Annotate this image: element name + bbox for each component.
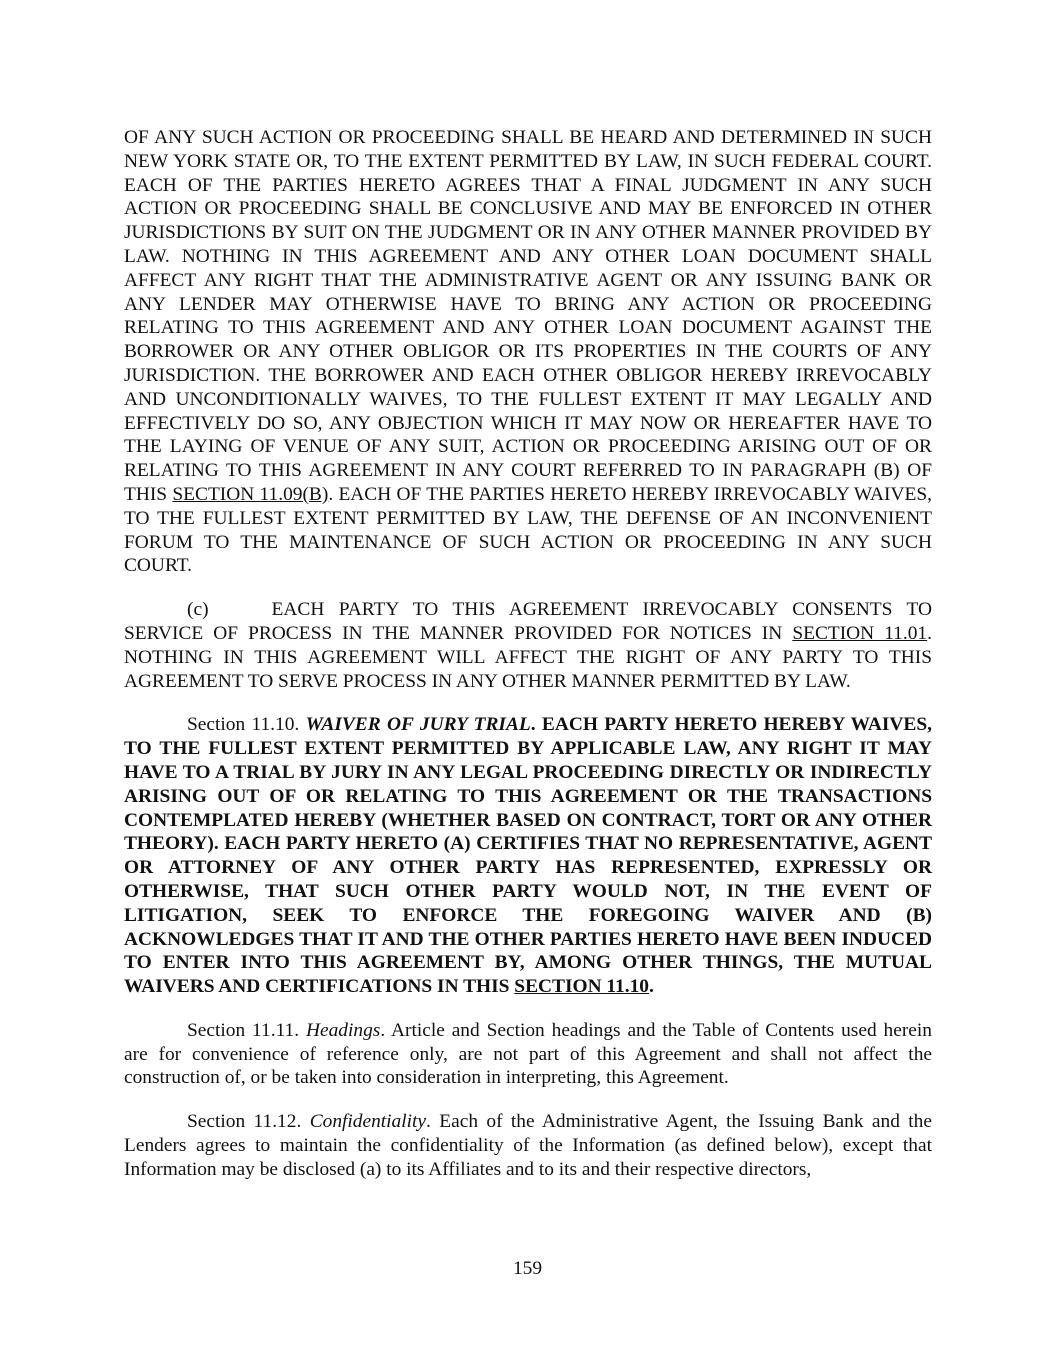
section-11-12-number: Section 11.12. [187,1111,302,1133]
page-number: 159 [512,1258,543,1279]
section-11-12-heading: Confidentiality [309,1111,427,1133]
section-11-12-text: . Each of the Administrative Agent, the Issuing Bank and the Lenders agrees to maintain the confidentiality of the Information (as defined below), except that Information may be disclosed (a) to its Affiliates and to its and their respective directors, [124,1111,932,1180]
section-11-11-heading: Headings [305,1019,381,1041]
paragraph-c [124,598,932,693]
section-11-11-number: Section 11.11. [187,1019,300,1041]
section-11-10-heading: WAIVER OF JURY TRIAL [305,714,531,736]
paragraph-c-text-2: . NOTHING IN THIS AGREEMENT WILL AFFECT THE RIGHT OF ANY PARTY TO THIS AGREEMENT TO SERVE PROCESS IN ANY OTHER MANNER PERMITTED BY LAW. [124,622,932,692]
paragraph-b-text-1: OF ANY SUCH ACTION OR PROCEEDING SHALL BE HEARD AND DETERMINED IN SUCH NEW YORK STATE OR, TO THE EXTENT PERMITTED BY LAW, IN SUCH FEDERAL COURT. EACH OF THE PARTIES HERETO AGREES THAT A FINAL JUDGMENT IN ANY SUCH ACTION OR PROCEEDING SHALL BE CONCLUSIVE AND MAY BE ENFORCED IN OTHER JURISDICTIONS BY SUIT ON THE JUDGMENT OR IN ANY OTHER MANNER PROVIDED BY LAW. NOTHING IN THIS AGREEMENT AND ANY OTHER LOAN DOCUMENT SHALL AFFECT ANY RIGHT THAT THE ADMINISTRATIVE AGENT OR ANY ISSUING BANK OR ANY LENDER MAY OTHERWISE HAVE TO BRING ANY ACTION OR PROCEEDING RELATING TO THIS AGREEMENT AND ANY OTHER LOAN DOCUMENT AGAINST THE BORROWER OR ANY OTHER OBLIGOR OR ITS PROPERTIES IN THE COURTS OF ANY JURISDICTION. THE BORROWER AND EACH OTHER OBLIGOR HEREBY IRREVOCABLY AND UNCONDITIONALLY WAIVES, TO THE FULLEST EXTENT IT MAY LEGALLY AND EFFECTIVELY DO SO, ANY OBJECTION WHICH IT MAY NOW OR HEREAFTER HAVE TO THE LAYING OF VENUE OF ANY SUIT, ACTION OR PROCEEDING ARISING OUT OF OR RELATING TO THIS AGREEMENT IN ANY COURT REFERRED TO IN PARAGRAPH (B) OF THIS [124,127,932,505]
section-11-11-text: . Article and Section headings and the Table of Contents used herein are for convenience of reference only, are not part of this Agreement and shall not affect the construction of, or be taken into consideration in interpreting, this Agreement. [124,1019,932,1089]
section-11-12 [124,1110,932,1181]
section-11-10-text-2: . [649,976,654,998]
section-11-10 [124,713,932,999]
paragraph-b-continuation [124,126,932,578]
paragraph-b-text-2: . EACH OF THE PARTIES HERETO HEREBY IRREVOCABLY WAIVES, TO THE FULLEST EXTENT PERMITTED BY LAW, THE DEFENSE OF AN INCONVENIENT FORUM TO THE MAINTENANCE OF SUCH ACTION OR PROCEEDING IN ANY SUCH COURT. [124,483,932,577]
section-11-10-text-1: . EACH PARTY HERETO HEREBY WAIVES, TO THE FULLEST EXTENT PERMITTED BY APPLICABLE LAW, ANY RIGHT IT MAY HAVE TO A TRIAL BY JURY IN ANY LEGAL PROCEEDING DIRECTLY OR INDIRECTLY ARISING OUT OF OR RELATING TO THIS AGREEMENT OR THE TRANSACTIONS CONTEMPLATED HEREBY (WHETHER BASED ON CONTRACT, TORT OR ANY OTHER THEORY). EACH PARTY HERETO (A) CERTIFIES THAT NO REPRESENTATIVE, AGENT OR ATTORNEY OF ANY OTHER PARTY HAS REPRESENTED, EXPRESSLY OR OTHERWISE, THAT SUCH OTHER PARTY WOULD NOT, IN THE EVENT OF LITIGATION, SEEK TO ENFORCE THE FOREGOING WAIVER AND (B) ACKNOWLEDGES THAT IT AND THE OTHER PARTIES HERETO HAVE BEEN INDUCED TO ENTER INTO THIS AGREEMENT BY, AMONG OTHER THINGS, THE MUTUAL WAIVERS AND CERTIFICATIONS IN THIS [124,714,932,998]
section-11-10-number: Section 11.10. [187,714,300,736]
document-page [124,126,932,1202]
section-11-01-reference[interactable]: SECTION 11.01 [792,622,928,644]
paragraph-c-label: (c) [187,599,209,621]
paragraph-c-text-1: EACH PARTY TO THIS AGREEMENT IRREVOCABLY CONSENTS TO SERVICE OF PROCESS IN THE MANNER PROVIDED FOR NOTICES IN [124,599,932,644]
section-11-11 [124,1019,932,1090]
section-11-10-reference[interactable]: SECTION 11.10 [514,976,649,998]
section-11-09-b-reference[interactable]: SECTION 11.09(B) [172,483,329,505]
